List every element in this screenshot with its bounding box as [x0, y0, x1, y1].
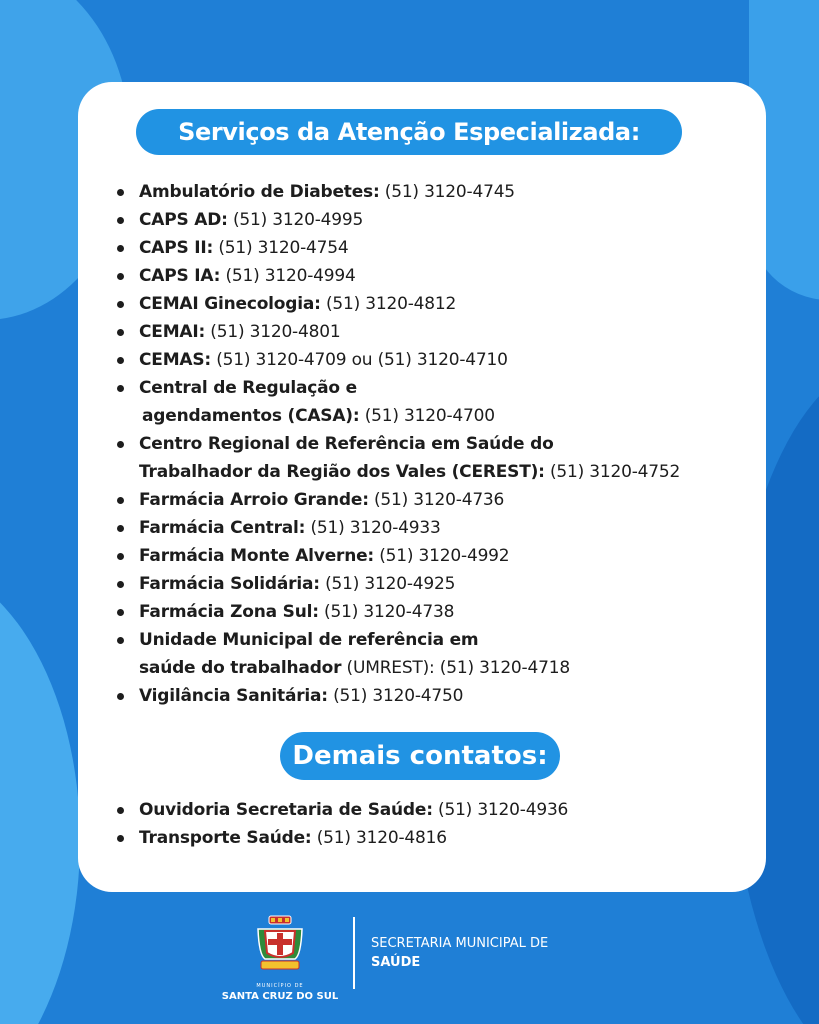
section-title-services: Serviços da Atenção Especializada: [136, 109, 682, 155]
service-phone[interactable]: (51) 3120-4709 ou (51) 3120-4710 [211, 350, 508, 370]
list-item [78, 318, 680, 346]
service-phone[interactable]: (51) 3120-4933 [305, 518, 441, 538]
municipio-label: MUNICÍPIO DE [256, 983, 304, 989]
service-name: agendamentos (CASA): [142, 406, 360, 426]
service-name: Farmácia Central: [139, 518, 306, 538]
service-name: Farmácia Arroio Grande: [139, 490, 369, 510]
service-phone[interactable]: (51) 3120-4752 [544, 462, 681, 482]
service-name: CEMAI Ginecologia: [139, 294, 321, 314]
list-item [78, 824, 568, 852]
service-phone[interactable]: (51) 3120-4812 [320, 294, 457, 314]
contacts-card [78, 82, 766, 892]
service-name: Centro Regional de Referência em Saúde do [139, 434, 554, 454]
contact-name: Transporte Saúde: [139, 828, 312, 848]
list-item [78, 486, 680, 514]
list-item [78, 262, 680, 290]
list-item [78, 796, 568, 824]
list-item-continuation [78, 654, 680, 682]
footer [0, 905, 819, 1024]
service-name: CAPS II: [139, 238, 214, 258]
coat-of-arms-icon [255, 915, 305, 973]
section-title-other-contacts: Demais contatos: [280, 732, 560, 780]
list-item [78, 346, 680, 374]
service-name: Farmácia Zona Sul: [139, 602, 319, 622]
service-phone[interactable]: (51) 3120-4700 [359, 406, 495, 426]
list-item [78, 206, 680, 234]
list-item [78, 682, 680, 710]
secretaria-label: SECRETARIA MUNICIPAL DE [371, 936, 549, 951]
service-name: CEMAS: [139, 350, 212, 370]
list-item [78, 542, 680, 570]
service-phone[interactable]: (51) 3120-4745 [379, 182, 515, 202]
service-name: Farmácia Monte Alverne: [139, 546, 375, 566]
service-phone[interactable]: (51) 3120-4925 [319, 574, 456, 594]
contact-phone[interactable]: (51) 3120-4816 [311, 828, 447, 848]
service-name: saúde do trabalhador [139, 658, 342, 678]
service-phone[interactable]: (51) 3120-4994 [220, 266, 356, 286]
service-name: CAPS AD: [139, 210, 228, 230]
service-phone[interactable]: (51) 3120-4995 [227, 210, 364, 230]
service-phone[interactable]: (51) 3120-4736 [368, 490, 505, 510]
service-name: Farmácia Solidária: [139, 574, 320, 594]
service-name: CAPS IA: [139, 266, 221, 286]
service-phone[interactable]: (51) 3120-4738 [318, 602, 455, 622]
list-item [78, 626, 680, 654]
list-item [78, 290, 680, 318]
service-name: Vigilância Sanitária: [139, 686, 328, 706]
service-name: Unidade Municipal de referência em [139, 630, 479, 650]
service-name: Central de Regulação e [139, 378, 357, 398]
footer-divider [353, 917, 355, 989]
list-item-continuation [78, 458, 680, 486]
list-item [78, 514, 680, 542]
service-phone[interactable]: (51) 3120-4992 [374, 546, 510, 566]
municipality-logo [218, 913, 342, 1005]
list-item [78, 374, 680, 402]
list-item [78, 570, 680, 598]
list-item-continuation [78, 402, 680, 430]
services-list [78, 178, 680, 710]
list-item [78, 234, 680, 262]
service-phone[interactable]: (51) 3120-4754 [213, 238, 349, 258]
other-contacts-list [78, 796, 568, 852]
service-phone[interactable]: (51) 3120-4801 [205, 322, 341, 342]
town-name: SANTA CRUZ DO SUL [221, 991, 339, 1002]
contact-phone[interactable]: (51) 3120-4936 [432, 800, 569, 820]
contact-name: Ouvidoria Secretaria de Saúde: [139, 800, 433, 820]
list-item [78, 178, 680, 206]
service-phone[interactable]: (51) 3120-4750 [327, 686, 464, 706]
saude-label: SAÚDE [371, 955, 421, 970]
service-name: Ambulatório de Diabetes: [139, 182, 380, 202]
list-item [78, 430, 680, 458]
service-name: CEMAI: [139, 322, 206, 342]
list-item [78, 598, 680, 626]
service-phone[interactable]: (UMREST): (51) 3120-4718 [341, 658, 570, 678]
service-name: Trabalhador da Região dos Vales (CEREST): [139, 462, 545, 482]
